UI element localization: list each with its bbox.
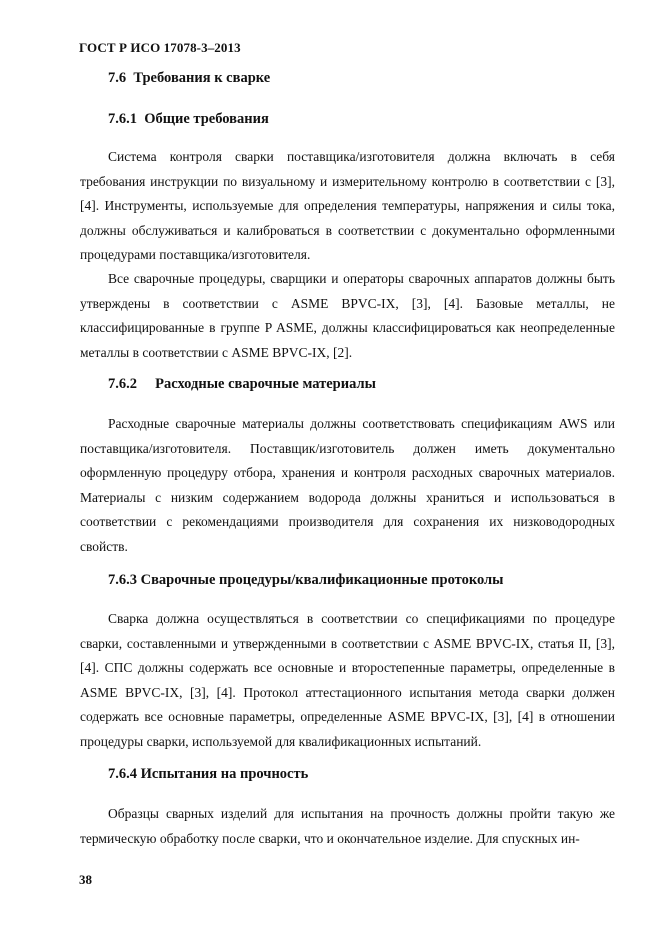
section-heading-7-6-2	[108, 376, 376, 393]
paragraph-welding-procedures: Все сварочные процедуры, сварщики и операторы сварочных аппаратов должны быть утверждены в соответствии с ASME BPVC-IX, [3], [4]. Базовые металлы, не классифицированные в группе P ASME, должны классифицироваться как неопределенные металлы в соответствии с ASME BPVC-IX, [2].	[80, 271, 615, 360]
section-title: Общие требования	[144, 111, 269, 127]
section-heading-7-6-4	[108, 766, 308, 783]
section-title: Испытания на прочность	[140, 766, 309, 782]
section-title: Сварочные процедуры/квалификационные протоколы	[140, 572, 504, 588]
document-header: ГОСТ Р ИСО 17078-3–2013	[79, 40, 241, 55]
section-title: Расходные сварочные материалы	[155, 376, 376, 392]
paragraph-qualification: Сварка должна осуществляться в соответствии со спецификациями по процедуре сварки, составленными и утвержденными в соответствии с ASME BPVC-IX, статья II, [3], [4]. СПС должны содержать все основные и второстепенные параметры, определенные в ASME BPVC-IX, [3], [4]. Протокол аттестационного испытания метода сварки должен содержать все основные параметры, определенные ASME BPVC-IX, [3], [4] в отношении процедуры сварки, используемой для квалификационных испытаний.	[80, 611, 615, 749]
section-number: 7.6.4	[108, 766, 137, 782]
section-number: 7.6.3	[108, 572, 137, 588]
paragraph-strength-tests: Образцы сварных изделий для испытания на прочность должны пройти такую же термическую обработку после сварки, что и окончательное изделие. Для спускных ин-	[80, 806, 615, 846]
section-number: 7.6.1	[108, 111, 137, 127]
section-number: 7.6.2	[108, 376, 137, 392]
paragraph-consumables: Расходные сварочные материалы должны соответствовать спецификациям AWS или поставщика/изготовителя. Поставщик/изготовитель должен иметь документально оформленную процедуру отбора, хранения и контроля расходных сварочных материалов. Материалы с низким содержанием водорода должны храниться и использоваться в соответствии с рекомендациями производителя для сохранения их низководородных свойств.	[80, 416, 615, 554]
section-heading-7-6-1	[108, 111, 269, 128]
section-heading-7-6	[108, 70, 270, 87]
page-number: 38	[79, 872, 92, 887]
section-heading-7-6-3	[108, 572, 504, 589]
section-number: 7.6	[108, 70, 127, 86]
paragraph-welding-control: Система контроля сварки поставщика/изготовителя должна включать в себя требования инструкции по визуальному и измерительному контролю в соответствии с [3], [4]. Инструменты, используемые для определения температуры, напряжения и силы тока, должны обслуживаться и калиброваться в соответствии с документально оформленными процедурами поставщика/изготовителя.	[80, 149, 615, 262]
section-title: Требования к сварке	[133, 70, 271, 86]
